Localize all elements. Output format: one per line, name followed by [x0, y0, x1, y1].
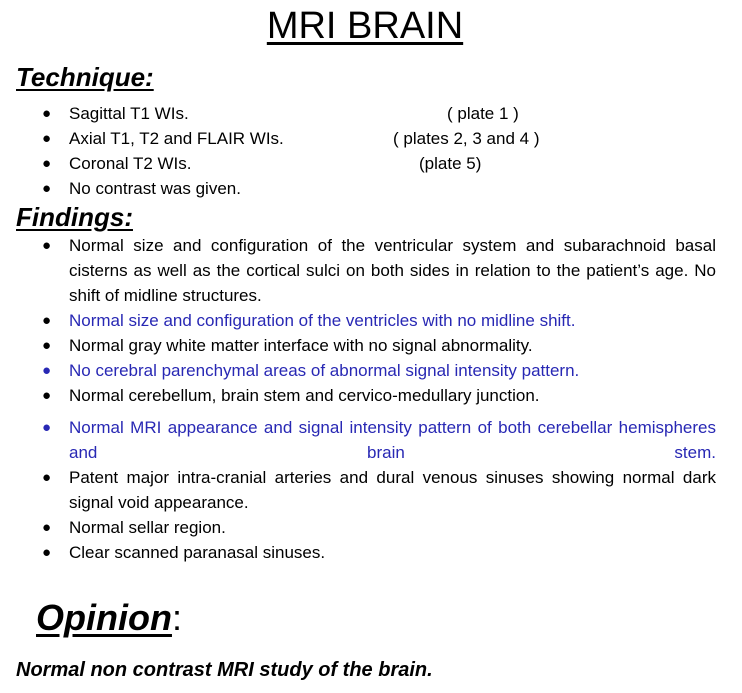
finding-text: Normal MRI appearance and signal intensity pattern of both cerebellar hemispheres and brain stem.: [69, 418, 716, 462]
list-item: [0, 465, 742, 515]
opinion-text: Normal non contrast MRI study of the brain.: [16, 659, 433, 681]
list-item: [0, 151, 742, 176]
list-item: [0, 176, 742, 201]
bullet-icon: ●: [42, 130, 52, 147]
findings-heading: Findings:: [16, 202, 133, 232]
finding-text: Normal gray white matter interface with no signal abnormality.: [69, 336, 533, 355]
bullet-icon: ●: [42, 180, 52, 197]
list-item: [0, 233, 742, 308]
bullet-icon: ●: [42, 362, 52, 379]
bullet-icon: ●: [42, 237, 52, 254]
finding-text: Normal size and configuration of the ventricles with no midline shift.: [69, 311, 576, 330]
list-item: [0, 383, 742, 408]
plate-ref: ( plate 1 ): [447, 104, 519, 123]
bullet-icon: ●: [42, 419, 52, 436]
finding-text: No cerebral parenchymal areas of abnormal signal intensity pattern.: [69, 361, 580, 380]
finding-text: Normal cerebellum, brain stem and cervico-medullary junction.: [69, 386, 540, 405]
bullet-icon: ●: [42, 337, 52, 354]
bullet-icon: ●: [42, 469, 52, 486]
technique-text: Axial T1, T2 and FLAIR WIs.: [69, 129, 284, 148]
technique-heading: Technique:: [16, 62, 154, 92]
technique-text: Sagittal T1 WIs.: [69, 104, 189, 123]
opinion-heading-label: Opinion: [36, 597, 172, 638]
plate-ref: ( plates 2, 3 and 4 ): [393, 129, 540, 148]
list-item: [0, 126, 742, 151]
bullet-icon: ●: [42, 387, 52, 404]
list-item: [0, 308, 742, 333]
list-item: [0, 333, 742, 358]
plate-ref: (plate 5): [419, 154, 482, 173]
page-title: MRI BRAIN: [266, 5, 464, 47]
technique-list: [0, 101, 742, 201]
opinion-heading: [36, 598, 182, 638]
list-item: [0, 515, 742, 540]
technique-text: Coronal T2 WIs.: [69, 154, 192, 173]
technique-text: No contrast was given.: [69, 179, 241, 198]
finding-text: Clear scanned paranasal sinuses.: [69, 543, 326, 562]
findings-list: [0, 233, 742, 565]
opinion-colon: :: [171, 597, 182, 638]
bullet-icon: ●: [42, 155, 52, 172]
bullet-icon: ●: [42, 544, 52, 561]
finding-text: Normal size and configuration of the ventricular system and subarachnoid basal cisterns as well as the cortical sulci on both sides in relation to the patient’s age. No shift of midline structures.: [69, 236, 716, 305]
finding-text: Normal sellar region.: [69, 518, 226, 537]
list-item: [0, 540, 742, 565]
list-item: [0, 415, 742, 465]
list-item: [0, 358, 742, 383]
finding-text: Patent major intra-cranial arteries and dural venous sinuses showing normal dark signal void appearance.: [69, 468, 716, 512]
bullet-icon: ●: [42, 105, 52, 122]
bullet-icon: ●: [42, 312, 52, 329]
bullet-icon: ●: [42, 519, 52, 536]
list-item: [0, 101, 742, 126]
